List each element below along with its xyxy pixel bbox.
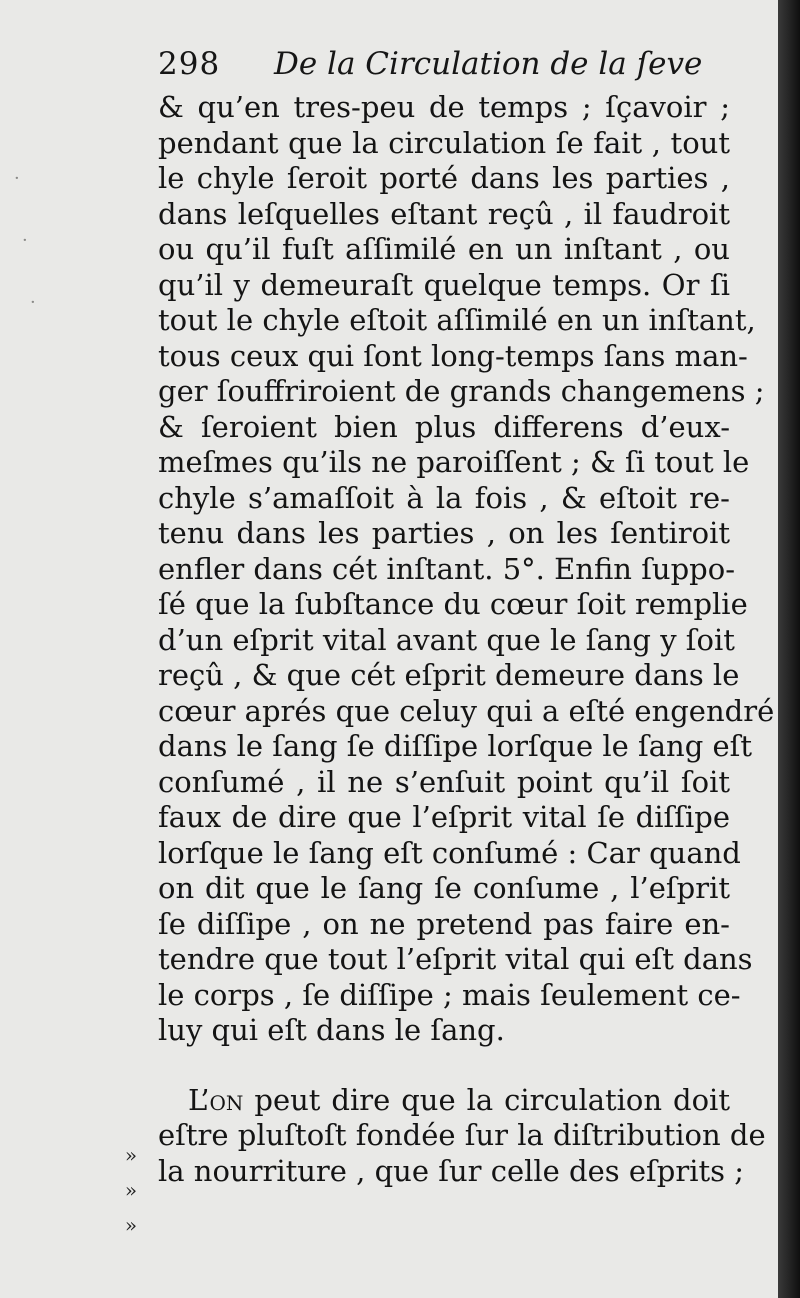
bleed-through-speck: · [22, 230, 28, 251]
text-line: enfler dans cét inſtant. 5°. Enfin ſuppo- [158, 551, 735, 586]
text-line: tenu dans les parties , on les ſentiroit [158, 516, 730, 550]
bleed-through-speck: · [30, 292, 36, 313]
text-line: ou qu’il fuſt aſſimilé en un inſtant , ou [158, 232, 730, 266]
text-line: eſtre pluſtoſt fondée ſur la diſtribution de [158, 1118, 766, 1152]
text-line: ſé que la ſubſtance du cœur ſoit remplie [158, 587, 748, 621]
body-text [158, 90, 775, 1189]
text-line: qu’il y demeuraſt quelque temps. Or ſi [158, 267, 730, 302]
text-line: on dit que le ſang ſe conſume , l’eſprit [158, 871, 730, 905]
text-line: dans leſquelles eſtant reçû , il faudroit [158, 196, 730, 231]
text-line: & qu’en tres-peu de temps ; ſçavoir ; [158, 90, 730, 124]
marginal-quote-marker: » [124, 1143, 138, 1167]
text-line: ger ſouffriroient de grands changemens ; [158, 374, 765, 408]
bleed-through-speck: · [14, 168, 20, 189]
marginal-quote-marker: » [124, 1178, 138, 1202]
text-line: chyle s’amaſſoit à la fois , & eſtoit re- [158, 480, 730, 515]
marginal-quote-marker: » [124, 1213, 138, 1237]
page-number: 298 [158, 46, 221, 82]
text-line: lorſque le ſang eſt conſumé : Car quand [158, 835, 741, 870]
dropcap: L’on [188, 1082, 244, 1117]
text-line: tendre que tout l’eſprit vital qui eſt dans [158, 942, 753, 976]
first-line-rest: peut dire que la circulation doit [254, 1082, 730, 1117]
paragraph-gap [158, 1049, 730, 1083]
page-edge-shadow [778, 0, 800, 1298]
running-title: De la Circulation de la ſeve [274, 46, 703, 82]
paragraph-2 [158, 1082, 766, 1190]
text-line: reçû , & que cét eſprit demeure dans le [158, 658, 740, 692]
text-line: tous ceux qui ſont long-temps ſans man- [158, 338, 748, 373]
text-line: la nourriture , que ſur celle des eſprits ; [158, 1153, 745, 1188]
text-line: conſumé , il ne s’enſuit point qu’il ſoit [158, 764, 730, 799]
text-line: cœur aprés que celuy qui a eſté engendré [158, 693, 775, 728]
text-line: faux de dire que l’eſprit vital ſe diſſipe [158, 800, 730, 834]
text-line-first [158, 1083, 730, 1119]
text-line: luy qui eſt dans le ſang. [158, 1013, 505, 1047]
text-line: tout le chyle eſtoit aſſimilé en un inſtant, [158, 303, 756, 337]
text-line: le chyle ſeroit porté dans les parties , [158, 161, 730, 195]
text-line: pendant que la circulation ſe fait , tout [158, 125, 730, 160]
paragraph-1 [158, 90, 775, 1049]
text-line: & ſeroient bien plus differens d’eux- [158, 409, 730, 444]
text-line: d’un eſprit vital avant que le ſang y ſoit [158, 622, 735, 657]
page-header [158, 42, 722, 86]
text-line: le corps , ſe diſſipe ; mais ſeulement ce- [158, 977, 741, 1012]
text-line: meſmes qu’ils ne paroiſſent ; & ſi tout le [158, 445, 750, 479]
text-line: dans le ſang ſe diſſipe lorſque le ſang eſt [158, 729, 753, 763]
text-line: ſe diſſipe , on ne pretend pas faire en- [158, 906, 730, 941]
